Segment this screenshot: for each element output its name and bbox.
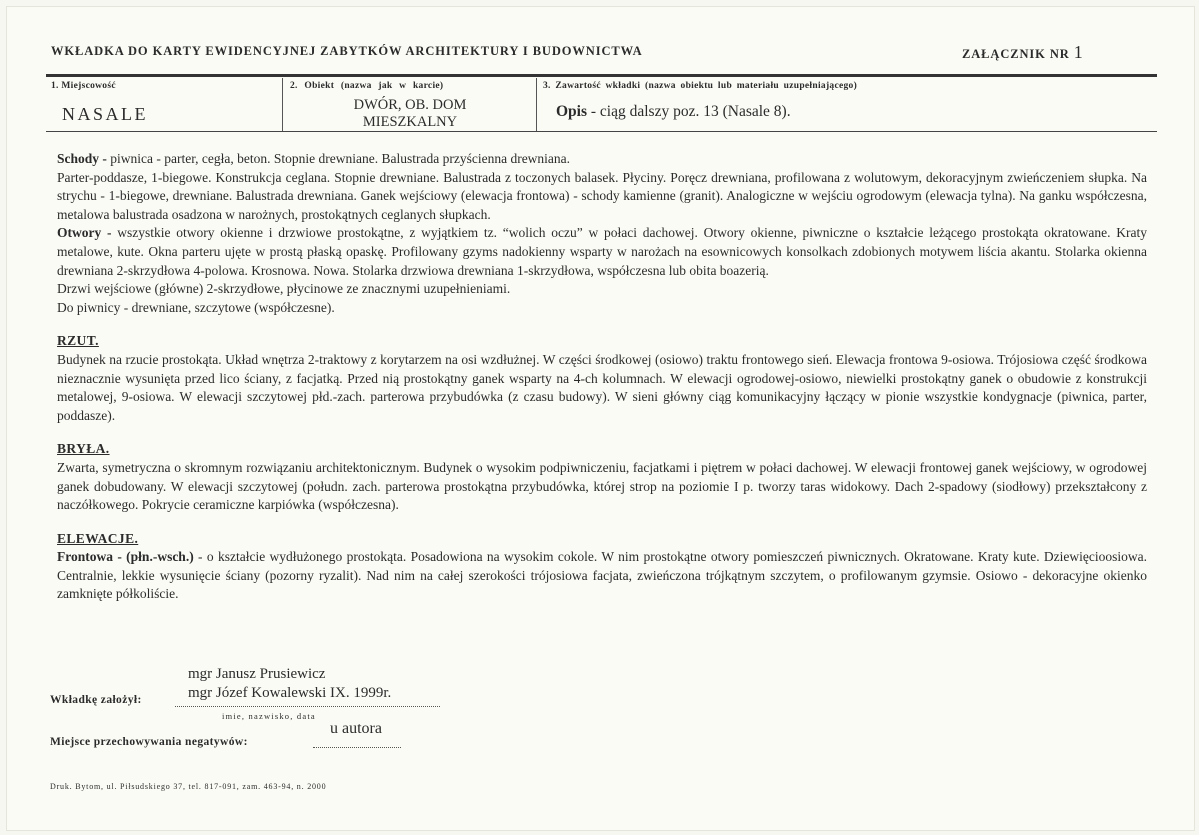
- schody-text: piwnica - parter, cegła, beton. Stopnie drewniane. Balustrada przyścienna drewniana.: [106, 151, 571, 166]
- object-value-line1: DWÓR, OB. DOM: [353, 97, 467, 113]
- bryla-paragraph: Zwarta, symetryczna o skromnym rozwiązaniu architektonicznym. Budynek o wysokim podpiwniczeniu, facjatkami i piętrem w połaci dachowej. W elewacji frontowej ganek wejściowy, w ogrodowej ganek dobudowany. W elewacji szczytowej (połudn. zach. parterowa prostokątna przybudówka, której strop na poziomie I p. tworzy taras widokowy. Dach 2-spadowy (siodłowy) przekształcony z naczółkowego. Pokrycie ceramiczne karpiówka (współczesna).: [57, 459, 1147, 513]
- parter-paragraph: Parter-poddasze, 1-biegowe. Konstrukcja ceglana. Stopnie drewniane. Balustrada z toczonych balasek. Płyciny. Poręcz drewniana, profilowana z wolutowym, dekoracyjnym zwieńczeniem słupka. Na strychu - 1-biegowe, drewniane. Balustrada drewniana. Ganek wejściowy (elewacja frontowa) - schody kamienne (granit). Analogiczne w wejściu ogrodowym (elewacja tylna). Na ganku współczesna, metalowa balustrada osadzona w narożnych, prostokątnych ceglanych słupkach.: [57, 169, 1147, 222]
- fields-rule: [46, 131, 1157, 132]
- header-rule: [46, 74, 1157, 77]
- object-value: [300, 97, 520, 131]
- rzut-paragraph: Budynek na rzucie prostokąta. Układ wnętrza 2-traktowy z korytarzem na osi wzdłużnej. W części środkowej (osiowo) traktu frontowego sień. Elewacja frontowa 9-osiowa. Trójosiowa część środkowa nieznacznie wysunięta przed lico ściany, z facjatką. Przed nią prostokątny ganek wsparty na 4-ch kolumnach. W elewacji ogrodowej-osiowo, niewielki prostokątny ganek o obudowie z konstrukcji metalowej, 9-osiowa. W elewacji szczytowej płd.-zach. parterowa przybudówka (z czasu budowy). W sieni główny ciąg komunikacyjny łączący w pionie wszystkie kondygnacje (piwnica, parter, poddasze).: [57, 351, 1147, 423]
- bryla-heading: [57, 440, 1147, 459]
- otwory-text: wszystkie otwory okienne i drzwiowe prostokątne, z wyjątkiem tz. “wolich oczu” w połaci dachowej. Otwory okienne, piwniczne o kształcie leżącego prostokąta okratowane. Kraty metalowe, kute. Okna parteru ujęte w prostą płaską opaskę. Profilowany gzyms nadokienny wsparty w narożach na esownicowych konsolkach zdobionych motywem liścia akantu. Stolarka okienna drewniana 2-skrzydłowa 4-polowa. Krosnowa. Nowa. Stolarka drzwiowa drewniana 1-skrzydłowa, współczesna lub obita boazerią.: [57, 225, 1147, 278]
- field3-label: 3. Zawartość wkładki (nazwa obiektu lub materiału uzupełniającego): [543, 81, 858, 91]
- rzut-heading: [57, 332, 1147, 351]
- schody-paragraph: [57, 150, 1147, 169]
- attachment-label: ZAŁĄCZNIK NR: [962, 47, 1070, 61]
- elewacje-heading: [57, 530, 1147, 549]
- locality-value: NASALE: [62, 104, 148, 124]
- negatives-label: Miejsce przechowywania negatywów:: [50, 736, 248, 748]
- author-label: Wkładkę założył:: [50, 694, 142, 706]
- schody-heading: Schody -: [57, 151, 107, 166]
- elewacje-heading-text: ELEWACJE.: [57, 530, 139, 546]
- author-caption: imie, nazwisko, data: [222, 711, 316, 721]
- frontowa-text: - o kształcie wydłużonego prostokąta. Posadowiona na wysokim cokole. W nim prostokątne otwory pomieszczeń piwnicznych. Okratowane. Kraty kute. Dziewięcioosiowa. Centralnie, lekkie wysunięcie ściany (pozorny ryzalit). Nad nim na całej szerokości trójosiowa facjata, zwieńczona trójkątnym szczytem, o profilowanym gzymsie. Osiowo - dekoracyjne okienko zamknięte półkoliście.: [57, 549, 1148, 602]
- drzwi-paragraph: Drzwi wejściowe (główne) 2-skrzydłowe, płycinowe ze znacznymi uzupełnieniami.: [57, 281, 511, 297]
- attachment-number: [962, 42, 1083, 63]
- insert-content-value: [556, 103, 791, 121]
- piwnica-paragraph: Do piwnicy - drewniane, szczytowe (współczesne).: [57, 299, 335, 315]
- insert-content-bold: Opis: [556, 103, 588, 120]
- author-names: [188, 665, 391, 703]
- form-title: WKŁADKA DO KARTY EWIDENCYJNEJ ZABYTKÓW ARCHITEKTURY I BUDOWNICTWA: [51, 44, 643, 58]
- author-name-2: mgr Józef Kowalewski IX. 1999r.: [188, 685, 392, 701]
- otwory-heading: Otwory -: [57, 225, 112, 241]
- frontowa-paragraph: [57, 548, 1147, 604]
- author-dotted-line: [175, 706, 440, 707]
- field-separator: [282, 78, 283, 131]
- printer-imprint: Druk. Bytom, ul. Piłsudskiego 37, tel. 817-091, zam. 463-94, n. 2000: [50, 782, 327, 791]
- object-value-line2: MIESZKALNY: [362, 114, 458, 130]
- otwory-paragraph: [57, 224, 1147, 280]
- field1-label: 1. Miejscowość: [51, 81, 116, 91]
- frontowa-heading: Frontowa - (płn.-wsch.): [57, 549, 194, 565]
- rzut-heading-text: RZUT.: [57, 333, 99, 349]
- attachment-number-value: 1: [1073, 42, 1083, 62]
- author-name-1: mgr Janusz Prusiewicz: [188, 666, 326, 682]
- description-body: [57, 150, 1147, 604]
- bryla-heading-text: BRYŁA.: [57, 441, 110, 457]
- field2-label: 2. Obiekt (nazwa jak w karcie): [290, 81, 444, 91]
- field-separator: [536, 78, 537, 131]
- negatives-value: u autora: [330, 720, 382, 737]
- negatives-dotted-line: [313, 747, 401, 748]
- insert-content-rest: - ciąg dalszy poz. 13 (Nasale 8).: [587, 103, 791, 120]
